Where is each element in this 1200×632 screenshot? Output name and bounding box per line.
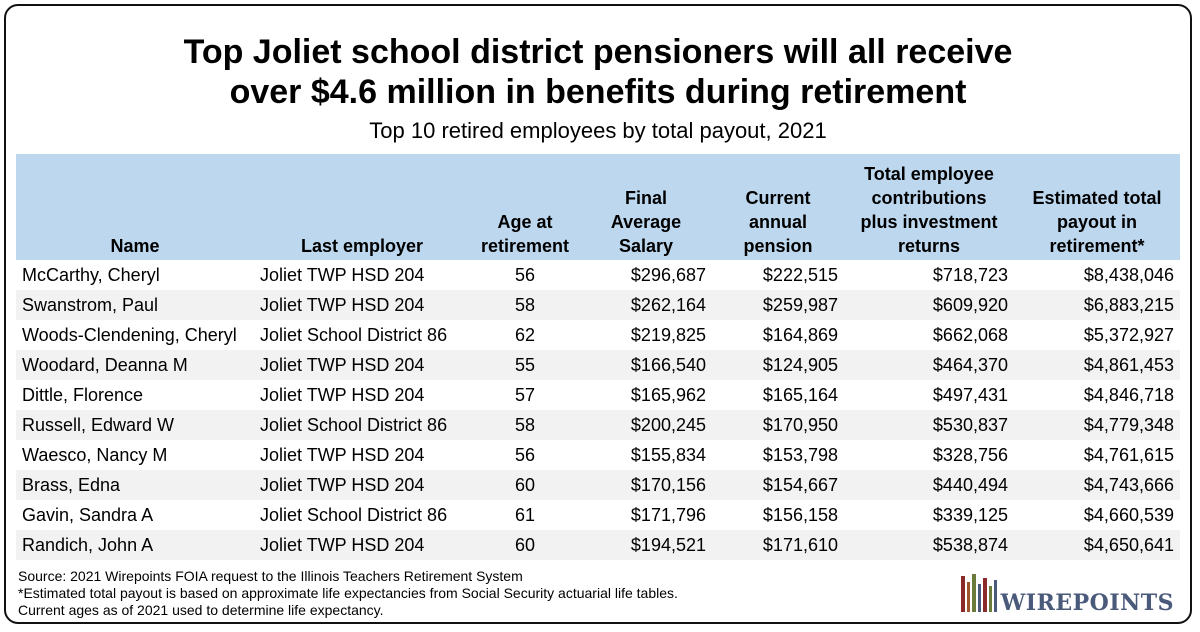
cell-age: 55: [470, 350, 580, 380]
cell-current-pension: $124,905: [712, 350, 844, 380]
cell-estimated-payout: $4,846,718: [1083, 385, 1174, 405]
title-line-2: over $4.6 million in benefits during retirement: [229, 73, 967, 111]
table-row: [16, 470, 1180, 500]
table-body: [16, 260, 1180, 560]
cell-final-salary: $170,156: [580, 470, 712, 500]
cell-last-employer: Joliet TWP HSD 204: [254, 290, 470, 320]
cell-last-employer: Joliet TWP HSD 204: [254, 530, 470, 560]
cell-name: Waesco, Nancy M: [22, 445, 168, 465]
cell-last-employer: Joliet TWP HSD 204: [254, 350, 470, 380]
cell-last-employer: Joliet School District 86: [254, 410, 470, 440]
cell-contributions: $497,431: [932, 385, 1008, 405]
col-header-name: Name: [16, 154, 254, 260]
cell-name: Swanstrom, Paul: [16, 290, 254, 320]
cell-final-salary: $200,245: [580, 410, 712, 440]
wirepoints-w-icon: [959, 572, 999, 616]
cell-estimated-payout: $6,883,215: [1014, 290, 1180, 320]
cell-current-pension: $153,798: [762, 445, 838, 465]
table-row: [16, 500, 1180, 530]
col-header-last-employer: Last employer: [254, 154, 470, 260]
cell-final-salary: $165,962: [630, 385, 706, 405]
logo-text: WIREPOINTS: [1000, 590, 1174, 616]
cell-estimated-payout: $5,372,927: [1083, 325, 1174, 345]
cell-contributions: $530,837: [844, 410, 1014, 440]
table-row: [16, 350, 1180, 380]
col-header-current-pension: Current annual pension: [712, 154, 844, 260]
cell-last-employer: Joliet TWP HSD 204: [260, 265, 425, 285]
subtitle: Top 10 retired employees by total payout, 2021: [369, 118, 827, 143]
cell-current-pension: $171,610: [712, 530, 844, 560]
footnotes: [18, 568, 678, 619]
cell-current-pension: $164,869: [762, 325, 838, 345]
table-row: [16, 380, 1180, 410]
cell-current-pension: $259,987: [712, 290, 844, 320]
table-row: [16, 320, 1180, 350]
table-row: [16, 440, 1180, 470]
cell-contributions: $328,756: [932, 445, 1008, 465]
cell-final-salary: $155,834: [630, 445, 706, 465]
cell-name: Dittle, Florence: [22, 385, 144, 405]
source-note: Source: 2021 Wirepoints FOIA request to the Illinois Teachers Retirement System: [18, 568, 523, 584]
ages-note: Current ages as of 2021 used to determine life expectancy.: [18, 602, 384, 618]
col-header-final-salary: Final Average Salary: [580, 154, 712, 260]
payout-note: *Estimated total payout is based on approximate life expectancies from Social Security actuarial life tables.: [18, 585, 678, 601]
cell-estimated-payout: $4,660,539: [1083, 505, 1174, 525]
pension-table: [16, 154, 1180, 560]
cell-last-employer: Joliet School District 86: [260, 325, 448, 345]
cell-age: 57: [514, 385, 536, 405]
table-row: [16, 290, 1180, 320]
cell-current-pension: $170,950: [712, 410, 844, 440]
cell-current-pension: $222,515: [762, 265, 838, 285]
cell-estimated-payout: $4,650,641: [1014, 530, 1180, 560]
cell-final-salary: $166,540: [580, 350, 712, 380]
cell-name: Woods-Clendening, Cheryl: [22, 325, 237, 345]
table-row: [16, 410, 1180, 440]
table-header-row: [16, 154, 1180, 260]
wirepoints-logo: [959, 572, 1174, 616]
cell-age: 60: [470, 530, 580, 560]
cell-current-pension: $154,667: [712, 470, 844, 500]
cell-name: McCarthy, Cheryl: [22, 265, 160, 285]
cell-name: Randich, John A: [16, 530, 254, 560]
cell-last-employer: Joliet School District 86: [260, 505, 448, 525]
page-title: [6, 32, 1190, 112]
cell-name: Brass, Edna: [16, 470, 254, 500]
cell-name: Gavin, Sandra A: [22, 505, 154, 525]
table-row: [16, 530, 1180, 560]
cell-final-salary: $194,521: [580, 530, 712, 560]
col-header-estimated-payout: Estimated total payout in retirement*: [1014, 154, 1180, 260]
col-header-age: Age at retirement: [470, 154, 580, 260]
cell-last-employer: Joliet TWP HSD 204: [254, 470, 470, 500]
cell-age: 58: [470, 410, 580, 440]
cell-contributions: $609,920: [844, 290, 1014, 320]
cell-age: 61: [514, 505, 536, 525]
cell-final-salary: $262,164: [580, 290, 712, 320]
cell-contributions: $339,125: [932, 505, 1008, 525]
cell-estimated-payout: $4,779,348: [1014, 410, 1180, 440]
cell-last-employer: Joliet TWP HSD 204: [260, 385, 425, 405]
cell-age: 58: [470, 290, 580, 320]
cell-last-employer: Joliet TWP HSD 204: [260, 445, 425, 465]
cell-age: 60: [470, 470, 580, 500]
cell-final-salary: $219,825: [630, 325, 706, 345]
cell-estimated-payout: $8,438,046: [1083, 265, 1174, 285]
col-header-contributions: Total employee contributions plus investment returns: [844, 154, 1014, 260]
cell-final-salary: $171,796: [630, 505, 706, 525]
cell-estimated-payout: $4,761,615: [1083, 445, 1174, 465]
table-row: [16, 260, 1180, 290]
cell-contributions: $440,494: [844, 470, 1014, 500]
cell-contributions: $538,874: [844, 530, 1014, 560]
cell-age: 56: [514, 445, 536, 465]
cell-name: Russell, Edward W: [16, 410, 254, 440]
cell-age: 56: [514, 265, 536, 285]
title-line-1: Top Joliet school district pensioners will all receive: [183, 33, 1013, 71]
cell-contributions: $662,068: [932, 325, 1008, 345]
cell-estimated-payout: $4,861,453: [1014, 350, 1180, 380]
cell-final-salary: $296,687: [630, 265, 706, 285]
cell-age: 62: [514, 325, 536, 345]
cell-name: Woodard, Deanna M: [16, 350, 254, 380]
cell-contributions: $718,723: [932, 265, 1008, 285]
chart-frame: [4, 4, 1192, 624]
cell-contributions: $464,370: [844, 350, 1014, 380]
cell-current-pension: $156,158: [762, 505, 838, 525]
cell-estimated-payout: $4,743,666: [1014, 470, 1180, 500]
cell-current-pension: $165,164: [762, 385, 838, 405]
